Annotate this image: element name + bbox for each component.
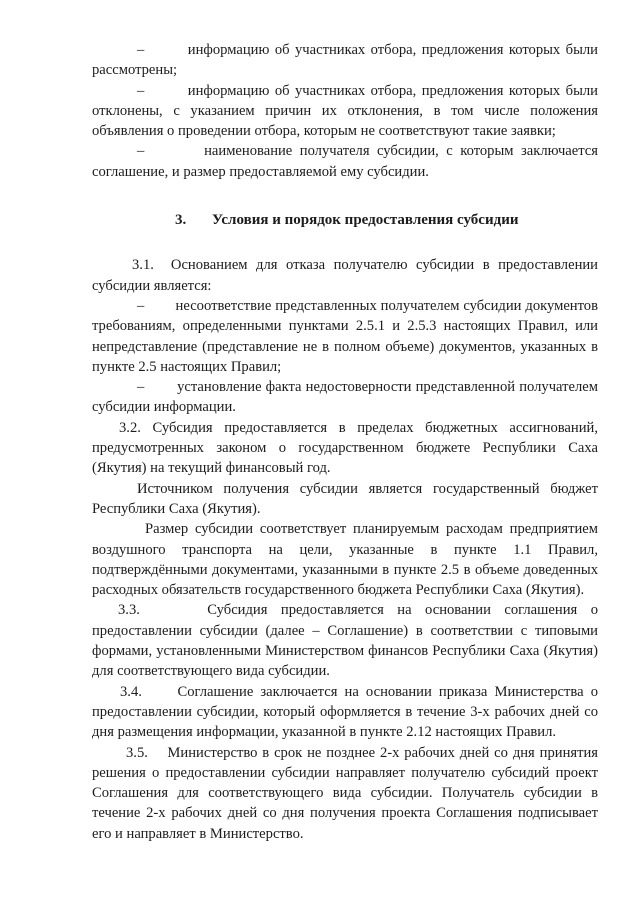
list-item: – информацию об участниках отбора, предложения которых были рассмотрены; <box>92 42 598 79</box>
paragraph-source: Источником получения субсидии является государственный бюджет Республики Саха (Якутия). <box>92 480 598 517</box>
list-item: – информацию об участниках отбора, предложения которых были отклонены, с указанием причин их отклонения, в том числе положения объявления о проведении отбора, которым не соответствуют такие заявки; <box>92 82 598 140</box>
list-item: – наименование получателя субсидии, с которым заключается соглашение, и размер предоставляемой ему субсидии. <box>92 143 598 180</box>
section-title: Условия и порядок предоставления субсидии <box>212 212 519 229</box>
paragraph-3-4: 3.4. Соглашение заключается на основании приказа Министерства о предоставлении субсидии, который оформляется в течение 3-х рабочих дней со дня размещения информации, указанной в пункте 2.12 настоящих Правил. <box>92 683 598 741</box>
document-body <box>92 40 598 844</box>
section-heading <box>92 210 598 230</box>
paragraph-3-5: 3.5. Министерство в срок не позднее 2-х рабочих дней со дня принятия решения о предоставлении субсидии направляет получателю субсидий проект Соглашения для соответствующего вида субсидии. Получатель субсидии в течение 2-х рабочих дней со дня получения проекта Соглашения подписывает его и направляет в Министерство. <box>92 744 598 842</box>
paragraph-size: Размер субсидии соответствует планируемым расходам предприятием воздушного транспорта на цели, указанные в пункте 1.1 Правил, подтверждёнными документами, указанными в пункте 2.5 в объеме доведенных расходных обязательств государственного бюджета Республики Саха (Якутия). <box>92 521 598 599</box>
paragraph-3-1: 3.1. Основанием для отказа получателю субсидии в предоставлении субсидии является: <box>92 257 598 294</box>
section-number: 3. <box>175 212 187 229</box>
list-item: – установление факта недостоверности представленной получателем субсидии информации. <box>92 379 598 416</box>
paragraph-3-2: 3.2. Субсидия предоставляется в пределах бюджетных ассигнований, предусмотренных законом о государственном бюджете Республики Саха (Якутия) на текущий финансовый год. <box>92 419 598 477</box>
list-item: – несоответствие представленных получателем субсидии документов требованиям, определенными пунктами 2.5.1 и 2.5.3 настоящих Правил, или непредставление (представление не в полном объеме) документов, указанных в пункте 2.5 настоящих Правил; <box>92 297 598 375</box>
paragraph-3-3: 3.3. Субсидия предоставляется на основании соглашения о предоставлении субсидии (далее – Соглашение) в соответствии с типовыми формами, установленными Министерством финансов Республики Саха (Якутия) для соответствующего вида субсидии. <box>92 602 598 680</box>
